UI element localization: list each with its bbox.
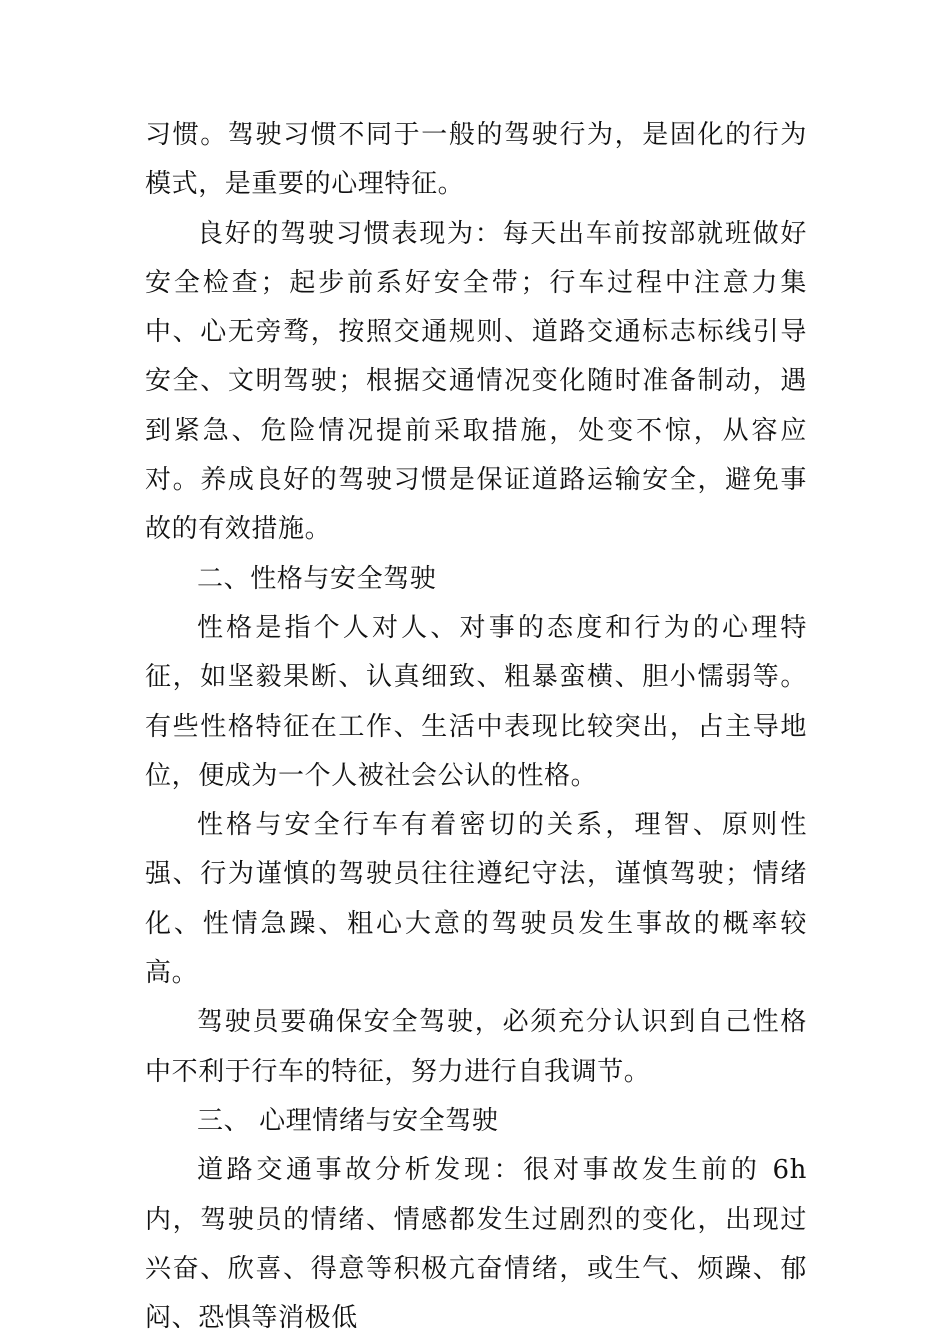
paragraph-accident-analysis: 道路交通事故分析发现：很对事故发生前的 6h 内，驾驶员的情绪、情感都发生过剧烈的变化，出现过兴奋、欣喜、得意等积极亢奋情绪，或生气、烦躁、郁闷、恐惧等消极低 bbox=[145, 1155, 807, 1334]
section-heading-emotion: 三、 心理情绪与安全驾驶 bbox=[197, 1105, 499, 1136]
paragraph-self-adjustment: 驾驶员要确保安全驾驶，必须充分认识到自己性格中不利于行车的特征，努力进行自我调节。 bbox=[145, 1007, 807, 1087]
paragraph-personality-definition: 性格是指个人对人、对事的态度和行为的心理特征，如坚毅果断、认真细致、粗暴蛮横、胆小懦弱等。有些性格特征在工作、生活中表现比较突出，占主导地位，便成为一个人被社会公认的性格。 bbox=[145, 612, 807, 791]
section-heading-personality: 二、性格与安全驾驶 bbox=[197, 563, 437, 594]
paragraph-personality-safety: 性格与安全行车有着密切的关系，理智、原则性强、行为谨慎的驾驶员往往遵纪守法，谨慎驾驶；情绪化、性情急躁、粗心大意的驾驶员发生事故的概率较高。 bbox=[145, 810, 807, 989]
paragraph-good-driving-habits: 良好的驾驶习惯表现为：每天出车前按部就班做好安全检查；起步前系好安全带；行车过程中注意力集中、心无旁骛，按照交通规则、道路交通标志标线引导安全、文明驾驶；根据交通情况变化随时准备制动，遇到紧急、危险情况提前采取措施，处变不惊，从容应对。养成良好的驾驶习惯是保证道路运输安全，避免事故的有效措施。 bbox=[145, 218, 807, 545]
paragraph-continuation: 习惯。驾驶习惯不同于一般的驾驶行为，是固化的行为模式，是重要的心理特征。 bbox=[145, 120, 807, 200]
document-body bbox=[145, 111, 807, 1343]
